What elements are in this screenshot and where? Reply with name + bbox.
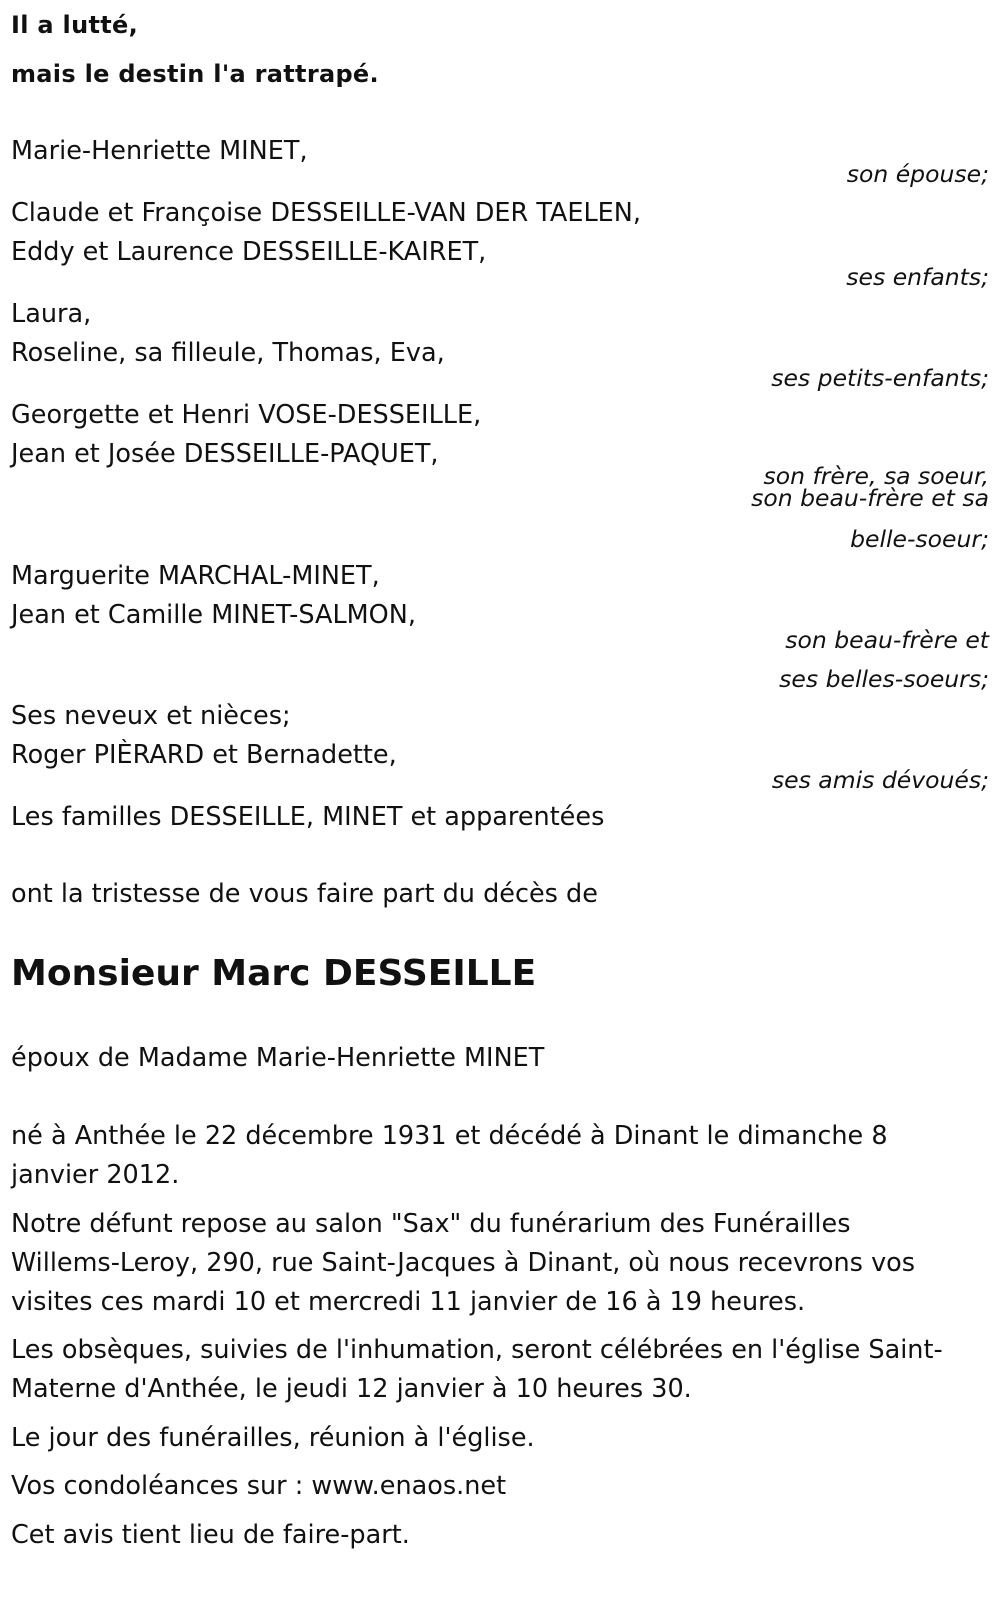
rest-line-2: Willems-Leroy, 290, rue Saint-Jacques à Dinant, où nous recevrons vos — [11, 1248, 916, 1278]
siblings-role-line-3: belle-soeur; — [850, 525, 989, 553]
rest-line-1: Notre défunt repose au salon "Sax" du funérarium des Funérailles — [11, 1209, 851, 1239]
grandchild-name-2: Roseline, sa filleule, Thomas, Eva, — [11, 338, 445, 368]
friends-role: ses amis dévoués; — [771, 766, 989, 794]
funeral-line-1: Les obsèques, suivies de l'inhumation, seront célébrées en l'église Saint- — [11, 1335, 943, 1365]
inlaw-name-2: Jean et Camille MINET-SALMON, — [11, 600, 416, 630]
inlaws-role-line-2: ses belles-soeurs; — [779, 665, 989, 693]
announcement-line: ont la tristesse de vous faire part du décès de — [11, 879, 598, 909]
intro-line-1: Il a lutté, — [11, 11, 139, 39]
notice-line: Cet avis tient lieu de faire-part. — [11, 1520, 410, 1550]
condolences-line: Vos condoléances sur : www.enaos.net — [11, 1471, 507, 1501]
sibling-name-1: Georgette et Henri VOSE-DESSEILLE, — [11, 400, 482, 430]
friends-line: Roger PIÈRARD et Bernadette, — [11, 740, 397, 770]
siblings-role-line-2: son beau-frère et sa — [751, 484, 989, 512]
funeral-line-2: Materne d'Anthée, le jeudi 12 janvier à 10 heures 30. — [11, 1374, 692, 1404]
child-name-2: Eddy et Laurence DESSEILLE-KAIRET, — [11, 237, 487, 267]
birth-line-1: né à Anthée le 22 décembre 1931 et décédé à Dinant le dimanche 8 — [11, 1121, 888, 1151]
intro-line-2: mais le destin l'a rattrapé. — [11, 60, 379, 88]
spouse-role: son épouse; — [846, 160, 989, 188]
nephews-line: Ses neveux et nièces; — [11, 701, 291, 731]
inlaw-name-1: Marguerite MARCHAL-MINET, — [11, 561, 380, 591]
families-line: Les familles DESSEILLE, MINET et apparentées — [11, 802, 605, 832]
grandchild-name-1: Laura, — [11, 299, 92, 329]
birth-line-2: janvier 2012. — [11, 1160, 180, 1190]
rest-line-3: visites ces mardi 10 et mercredi 11 janvier de 16 à 19 heures. — [11, 1287, 806, 1317]
meeting-line: Le jour des funérailles, réunion à l'église. — [11, 1423, 535, 1453]
inlaws-role-line-1: son beau-frère et — [785, 626, 989, 654]
spouse-name: Marie-Henriette MINET, — [11, 136, 308, 166]
children-role: ses enfants; — [846, 263, 989, 291]
grandchildren-role: ses petits-enfants; — [771, 364, 989, 392]
siblings-role-line-1: son frère, sa soeur, — [763, 462, 989, 490]
deceased-name: Monsieur Marc DESSEILLE — [11, 953, 537, 994]
spouse-line: époux de Madame Marie-Henriette MINET — [11, 1043, 545, 1073]
child-name-1: Claude et Françoise DESSEILLE-VAN DER TAELEN, — [11, 198, 641, 228]
sibling-name-2: Jean et Josée DESSEILLE-PAQUET, — [11, 439, 439, 469]
